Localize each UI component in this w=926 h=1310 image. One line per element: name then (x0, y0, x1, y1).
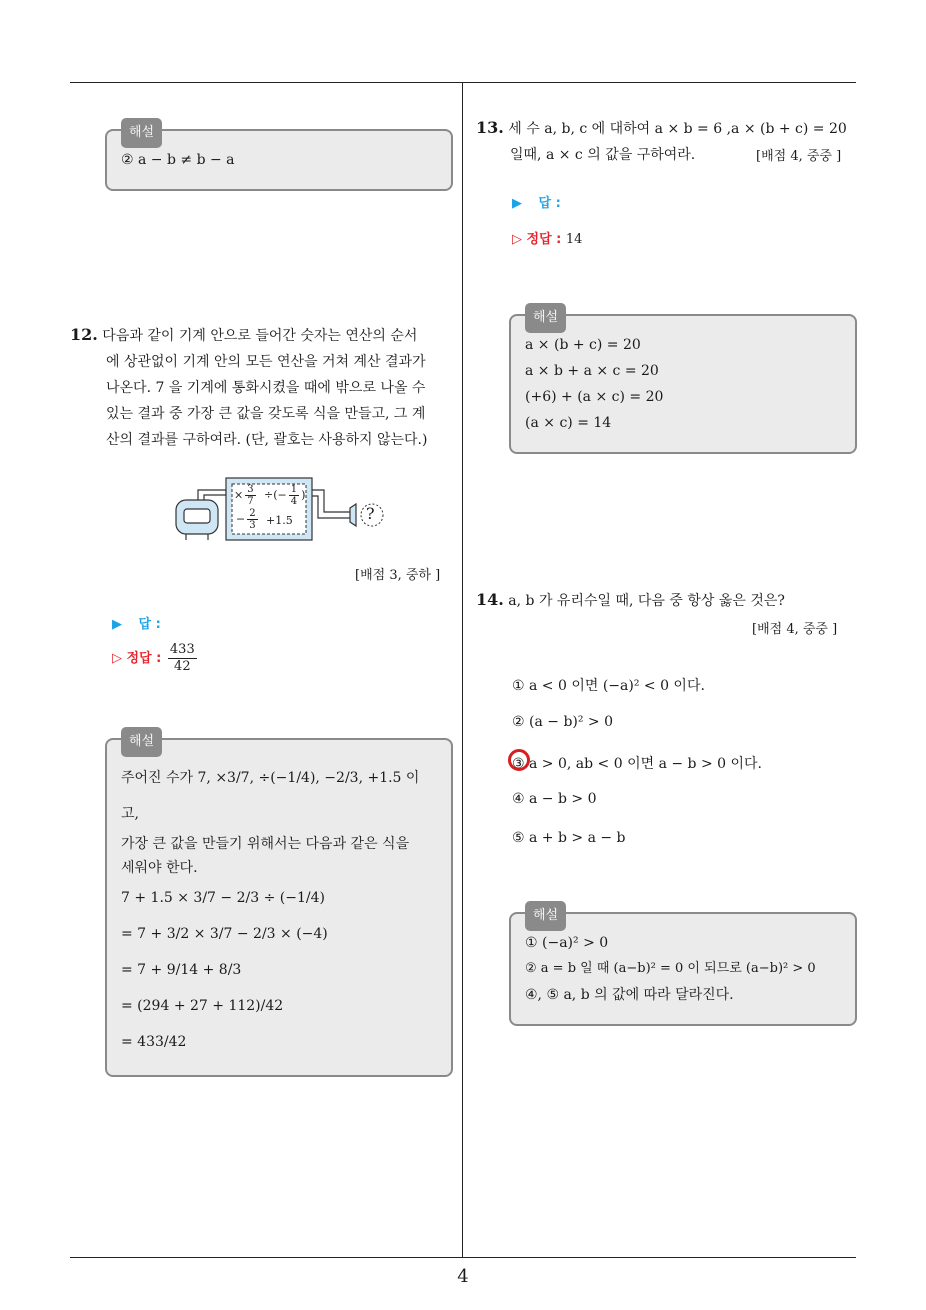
q12-correct-den: 42 (174, 659, 191, 674)
machine-op-minus: − $\frac{2}{3}$ (236, 508, 256, 531)
q13-meta: [배점 4, 중중 ] (756, 149, 842, 164)
q12-meta: [배점 3, 중하 ] (355, 568, 441, 583)
q14-option-3[interactable]: ③ a > 0, ab < 0 이면 a − b > 0 이다. (512, 756, 763, 772)
q13-line-2: 일때, a × c 의 값을 구하여라. (510, 147, 696, 163)
q12-solution-line-8: = 433/42 (121, 1034, 187, 1050)
q12-line-4: 있는 결과 중 가장 큰 값을 갖도록 식을 만들고, 그 계 (106, 406, 426, 422)
q14-solution-line-1: ① (−a)² > 0 (525, 935, 609, 951)
q12-solution-line-2: 가장 큰 값을 만들기 위해서는 다음과 같은 식을 (121, 836, 410, 852)
q14-solution-line-2: ② a = b 일 때 (a−b)² = 0 이 되므로 (a−b)² > 0 (525, 961, 816, 976)
q12-correct-label: 정답 : (126, 651, 162, 666)
q12-solution-line-7: = (294 + 27 + 112)/42 (121, 998, 284, 1014)
top-rule (70, 82, 856, 83)
q13-correct-value: 14 (565, 232, 583, 247)
machine-illustration (172, 476, 386, 544)
q14-option-4[interactable]: ④ a − b > 0 (512, 791, 597, 807)
machine-op-divide: ÷(− $\frac{1}{4}$ ) (264, 484, 306, 507)
q12-correct-line (112, 642, 199, 675)
column-divider (462, 82, 463, 1258)
q14-text (476, 587, 866, 614)
q12-solution-line-5: = 7 + 3/2 × 3/7 − 2/3 × (−4) (121, 926, 328, 942)
q12-line-3: 나온다. 7 을 기계에 통화시켰을 때에 밖으로 나올 수 (106, 380, 426, 396)
q12-solution-line-3: 세워야 한다. (121, 860, 198, 876)
q13-line-1: 세 수 a, b, c 에 대하여 a × b = 6 ,a × (b + c) = 20 (508, 121, 847, 137)
bottom-rule (70, 1257, 856, 1258)
q13-correct-line (512, 228, 582, 247)
q14-option-2[interactable]: ② (a − b)² > 0 (512, 714, 614, 730)
correct-triangle-icon: ▷ (112, 651, 122, 666)
q12-solution-line-6: = 7 + 9/14 + 8/3 (121, 962, 242, 978)
q13-solution-line-4: (a × c) = 14 (525, 415, 612, 431)
q12-number: 12. (70, 325, 98, 344)
q13-answer-line (512, 192, 561, 211)
q14-option-1[interactable]: ① a < 0 이면 (−a)² < 0 이다. (512, 678, 705, 694)
machine-op-plus: +1.5 (266, 514, 293, 527)
q12-answer-line (112, 613, 161, 632)
q13-solution-line-1: a × (b + c) = 20 (525, 337, 641, 353)
q14-option-5[interactable]: ⑤ a + b > a − b (512, 830, 626, 846)
answer-triangle-icon: ▶ (512, 196, 522, 211)
correct-triangle-icon: ▷ (512, 232, 522, 247)
answer-triangle-icon: ▶ (112, 617, 122, 632)
q13-solution-line-2: a × b + a × c = 20 (525, 363, 659, 379)
q12-line-5: 산의 결과를 구하여라. (단, 괄호는 사용하지 않는다.) (106, 432, 428, 448)
prev-solution-text: ② a − b ≠ b − a (121, 152, 235, 168)
solution-tab: 해설 (121, 118, 162, 148)
q14-solution-line-3: ④, ⑤ a, b 의 값에 따라 달라진다. (525, 987, 734, 1003)
solution-tab: 해설 (525, 901, 566, 931)
q14-line-1: a, b 가 유리수일 때, 다음 중 항상 옳은 것은? (508, 593, 785, 609)
q13-solution-line-3: (+6) + (a × c) = 20 (525, 389, 664, 405)
prev-solution-box (105, 125, 453, 191)
q12-solution-line-4: 7 + 1.5 × 3/7 − 2/3 ÷ (−1/4) (121, 890, 325, 906)
q12-text (70, 322, 460, 453)
q12-line-2: 에 상관없이 기계 안의 모든 연산을 거쳐 계산 결과가 (106, 354, 426, 370)
q12-correct-num: 433 (169, 642, 195, 657)
q14-number: 14. (476, 590, 504, 609)
page-number: 4 (457, 1266, 469, 1287)
q12-line-1: 다음과 같이 기계 안으로 들어간 숫자는 연산의 순서 (102, 328, 418, 344)
q12-solution-line-1: 주어진 수가 7, ×3/7, ÷(−1/4), −2/3, +1.5 이고, (121, 770, 420, 822)
q12-solution-box (105, 734, 453, 1077)
q14-meta: [배점 4, 중중 ] (752, 622, 838, 637)
machine-output: ? (366, 504, 375, 523)
q13-solution-box (509, 310, 857, 454)
q13-number: 13. (476, 118, 504, 137)
solution-tab: 해설 (121, 727, 162, 757)
q13-answer-label: 답 : (538, 196, 561, 211)
q12-answer-label: 답 : (138, 617, 161, 632)
q13-correct-label: 정답 : (526, 232, 562, 247)
machine-op-times: × $\frac{3}{7}$ (234, 484, 254, 507)
q14-solution-box (509, 908, 857, 1026)
solution-tab: 해설 (525, 303, 566, 333)
